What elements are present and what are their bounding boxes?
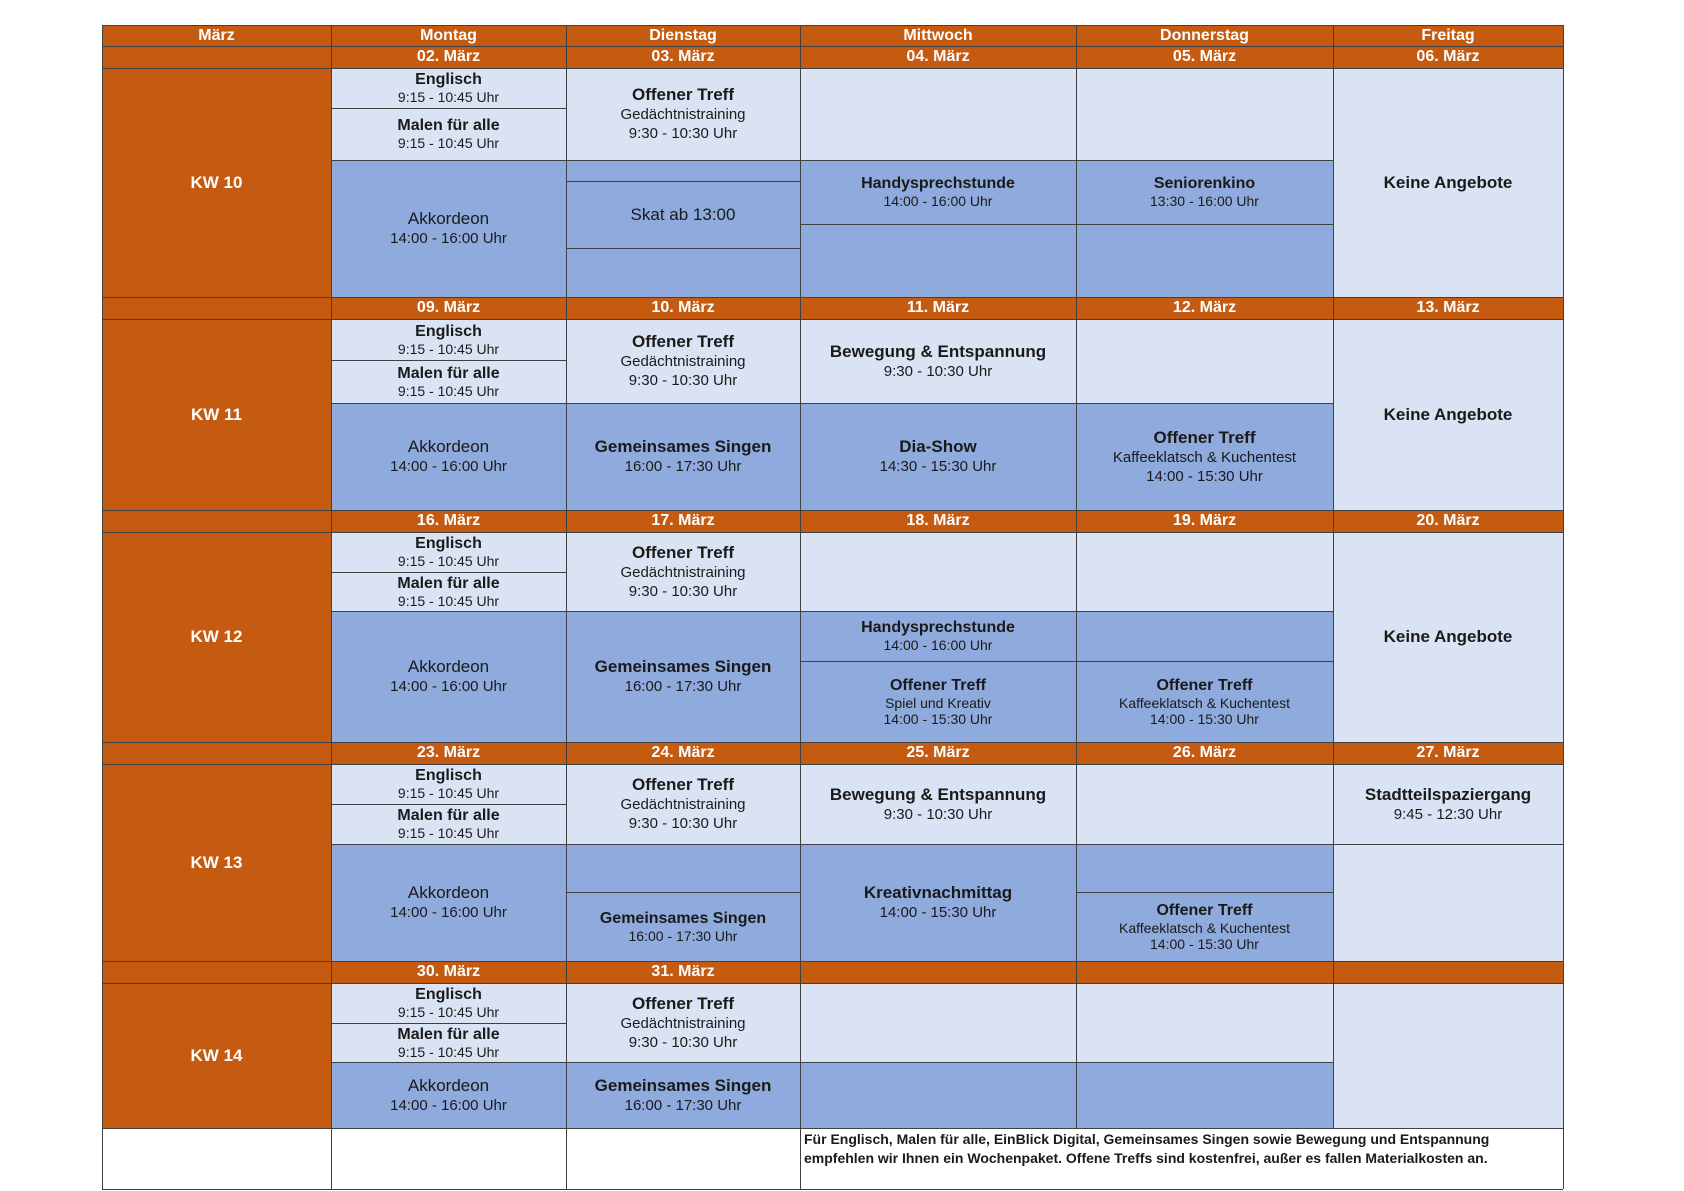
date-label: 30. März (416, 963, 481, 980)
date-label: 16. März (416, 512, 481, 529)
grid-line (102, 742, 1563, 743)
event-cell[interactable] (566, 611, 800, 742)
event-label: Skat ab 13:00 (630, 204, 736, 224)
event-time: 14:30 - 15:30 Uhr (879, 458, 997, 475)
event-cell[interactable] (1333, 844, 1563, 961)
event-time: 9:30 - 10:30 Uhr (628, 1033, 738, 1051)
date-header (566, 297, 800, 319)
day-label: Donnerstag (1160, 26, 1249, 44)
event-time: 14:00 - 16:00 Uhr (390, 1096, 507, 1114)
date-row-spacer (102, 961, 331, 983)
event-time: 14:00 - 15:30 Uhr (883, 710, 993, 727)
grid-line (102, 983, 1563, 984)
event-cell[interactable] (1333, 764, 1563, 844)
event-title: Malen für alle (397, 574, 500, 592)
event-title: Gemeinsames Singen (594, 1075, 772, 1095)
day-header-freitag (1333, 25, 1563, 46)
event-time: 14:00 - 16:00 Uhr (883, 193, 993, 209)
date-label: 03. März (651, 48, 715, 65)
event-title: Englisch (415, 767, 482, 784)
event-cell[interactable] (800, 611, 1076, 661)
event-cell[interactable] (1076, 983, 1333, 1062)
date-header (566, 46, 800, 68)
grid-line (102, 532, 1563, 533)
date-header (800, 742, 1076, 764)
footnote-text: Für Englisch, Malen für alle, EinBlick Digital, Gemeinsames Singen sowie Bewegung und Entspannung empfehlen wir Ihnen ein Wochenpaket. Offene Treffs sind kostenfrei, außer es fallen Materialkosten an. (804, 1131, 1490, 1166)
event-cell[interactable] (1076, 892, 1333, 961)
footnote-left-blank (102, 1128, 800, 1189)
event-cell[interactable] (566, 248, 800, 297)
grid-line (331, 1023, 566, 1024)
grid-line (102, 25, 1563, 26)
day-header-montag (331, 25, 566, 46)
event-title: Gemeinsames Singen (599, 909, 767, 927)
event-cell[interactable] (1076, 160, 1333, 224)
event-cell[interactable] (800, 224, 1076, 297)
event-title: Malen für alle (397, 1025, 500, 1043)
grid-line (800, 661, 1076, 662)
event-cell[interactable] (331, 1023, 566, 1062)
event-title: Englisch (415, 322, 482, 340)
event-time: 9:15 - 10:45 Uhr (397, 553, 500, 569)
event-subtitle: Kaffeeklatsch & Kuchentest (1119, 694, 1290, 711)
kw-label: KW 14 (190, 1045, 243, 1065)
event-time: 9:30 - 10:30 Uhr (883, 805, 993, 823)
event-title: Offener Treff (631, 85, 735, 104)
grid-line (102, 961, 1563, 962)
date-label: 18. März (906, 512, 970, 529)
event-time: 14:00 - 16:00 Uhr (883, 637, 993, 653)
event-title: Keine Angebote (1383, 627, 1513, 646)
grid-line (102, 510, 1563, 511)
event-cell[interactable] (331, 319, 566, 360)
date-header (800, 46, 1076, 68)
event-time: 9:15 - 10:45 Uhr (397, 1043, 500, 1060)
grid-line (331, 360, 566, 361)
grid-line (331, 844, 1333, 845)
grid-line (331, 403, 1333, 404)
date-label: 23. März (416, 744, 481, 761)
grid-line (331, 611, 1333, 612)
event-time: 9:30 - 10:30 Uhr (883, 362, 993, 380)
kw-label: KW 11 (190, 404, 243, 424)
grid-line (331, 108, 566, 109)
grid-line (102, 764, 1563, 765)
event-subtitle: Gedächtnistraining (620, 563, 746, 581)
event-title: Dia-Show (899, 437, 977, 456)
event-time: 13:30 - 16:00 Uhr (1150, 193, 1259, 209)
kw-label: KW 13 (190, 852, 243, 872)
event-title: Gemeinsames Singen (594, 437, 772, 456)
event-cell[interactable] (566, 181, 800, 248)
calendar-week-label (102, 319, 331, 510)
date-header (800, 510, 1076, 532)
date-header (1333, 961, 1563, 983)
event-title: Offener Treff (631, 332, 735, 351)
date-label: 27. März (1416, 744, 1480, 761)
event-cell[interactable] (800, 764, 1076, 844)
event-cell[interactable] (1076, 764, 1333, 844)
event-cell[interactable] (331, 68, 566, 108)
event-cell[interactable] (566, 1062, 800, 1128)
event-title: Bewegung & Entspannung (829, 341, 1047, 361)
date-label: 06. März (1416, 48, 1480, 65)
event-title: Seniorenkino (1153, 175, 1256, 192)
event-time: 14:00 - 16:00 Uhr (390, 678, 507, 695)
event-cell[interactable] (800, 160, 1076, 224)
event-title: Stadtteilspaziergang (1364, 784, 1532, 804)
event-time: 14:00 - 15:30 Uhr (879, 904, 997, 921)
event-cell[interactable] (331, 403, 566, 510)
grid-line (331, 25, 332, 1189)
event-subtitle: Kaffeeklatsch & Kuchentest (1112, 448, 1297, 466)
event-cell[interactable] (331, 611, 566, 742)
event-cell[interactable] (800, 844, 1076, 961)
event-time: 16:00 - 17:30 Uhr (624, 1096, 742, 1114)
event-time: 9:15 - 10:45 Uhr (397, 1004, 500, 1020)
event-cell[interactable] (331, 804, 566, 844)
event-title: Offener Treff (889, 676, 986, 694)
event-time: 9:15 - 10:45 Uhr (397, 89, 500, 105)
event-cell[interactable] (1333, 68, 1563, 297)
day-header-donnerstag (1076, 25, 1333, 46)
grid-line (102, 297, 1563, 298)
grid-line (102, 25, 103, 1189)
grid-line (331, 804, 566, 805)
date-label: 02. März (416, 48, 481, 65)
event-time: 14:00 - 16:00 Uhr (390, 458, 507, 475)
event-title: Bewegung & Entspannung (829, 784, 1047, 804)
event-cell[interactable] (1333, 983, 1563, 1128)
date-header (566, 961, 800, 983)
date-label: 09. März (416, 299, 481, 316)
date-label: 05. März (1172, 48, 1237, 65)
event-cell[interactable] (566, 160, 800, 181)
grid-line (102, 68, 1563, 69)
event-cell[interactable] (1076, 319, 1333, 403)
grid-line (1563, 25, 1564, 1189)
event-cell[interactable] (566, 764, 800, 844)
grid-line (102, 319, 1563, 320)
event-time: 16:00 - 17:30 Uhr (628, 927, 738, 944)
event-cell[interactable] (800, 319, 1076, 403)
event-title: Malen für alle (397, 117, 500, 134)
calendar-week-label (102, 983, 331, 1128)
date-header (566, 742, 800, 764)
event-subtitle: Gedächtnistraining (620, 106, 746, 123)
date-header (331, 510, 566, 532)
event-cell[interactable] (800, 661, 1076, 742)
event-subtitle: Gedächtnistraining (620, 796, 746, 813)
day-label: Dienstag (649, 26, 717, 44)
grid-line (331, 1062, 1333, 1063)
date-label: 24. März (651, 744, 715, 761)
date-row-spacer (102, 297, 331, 319)
event-cell[interactable] (331, 360, 566, 403)
event-title: Englisch (415, 71, 482, 88)
month-header (102, 25, 331, 46)
day-header-dienstag (566, 25, 800, 46)
event-cell[interactable] (800, 1062, 1076, 1128)
date-header (800, 961, 1076, 983)
event-label: Akkordeon (407, 1075, 490, 1095)
event-cell[interactable] (566, 532, 800, 611)
grid-line (1076, 224, 1333, 225)
date-label: 11. März (906, 299, 970, 316)
day-label: Mittwoch (903, 26, 973, 44)
date-header (1076, 297, 1333, 319)
date-header (1333, 297, 1563, 319)
date-header (331, 297, 566, 319)
kw-label: KW 10 (190, 172, 243, 192)
event-title: Gemeinsames Singen (594, 657, 772, 676)
date-label: 26. März (1172, 744, 1237, 761)
event-title: Keine Angebote (1383, 172, 1513, 192)
event-cell[interactable] (331, 764, 566, 804)
date-header (1333, 742, 1563, 764)
event-cell[interactable] (566, 983, 800, 1062)
date-header (331, 46, 566, 68)
date-label: 12. März (1172, 299, 1237, 316)
date-label: 19. März (1172, 512, 1237, 529)
grid-line (102, 1128, 1563, 1129)
event-subtitle: Spiel und Kreativ (885, 694, 991, 711)
event-time: 9:30 - 10:30 Uhr (628, 582, 738, 600)
event-time: 9:30 - 10:30 Uhr (628, 125, 738, 142)
grid-line (566, 25, 567, 1189)
event-cell[interactable] (1076, 1062, 1333, 1128)
event-cell[interactable] (566, 319, 800, 403)
grid-line (566, 892, 800, 893)
month-label: März (198, 26, 235, 44)
date-row-spacer (102, 510, 331, 532)
event-cell[interactable] (1076, 661, 1333, 742)
grid-line (102, 46, 1563, 47)
event-time: 14:00 - 16:00 Uhr (390, 230, 507, 247)
event-title: Handysprechstunde (861, 175, 1015, 192)
event-cell[interactable] (331, 983, 566, 1023)
event-title: Malen für alle (397, 364, 500, 382)
event-cell[interactable] (331, 1062, 566, 1128)
event-cell[interactable] (1333, 532, 1563, 742)
event-time: 9:15 - 10:45 Uhr (397, 135, 500, 151)
event-cell[interactable] (1076, 611, 1333, 661)
event-time: 9:30 - 10:30 Uhr (628, 372, 738, 389)
event-title: Malen für alle (397, 807, 500, 824)
grid-line (1076, 25, 1077, 1128)
event-time: 9:15 - 10:45 Uhr (397, 825, 500, 841)
event-cell[interactable] (1076, 532, 1333, 611)
event-cell[interactable] (331, 532, 566, 572)
grid-line (1076, 892, 1333, 893)
event-label: Akkordeon (407, 437, 490, 456)
event-label: Akkordeon (407, 883, 490, 902)
grid-line (1333, 844, 1563, 845)
event-cell[interactable] (331, 108, 566, 160)
event-cell[interactable] (566, 68, 800, 160)
day-label: Freitag (1421, 26, 1475, 44)
event-title: Offener Treff (1156, 901, 1253, 919)
date-label: 17. März (651, 512, 715, 529)
event-time: 9:15 - 10:45 Uhr (397, 592, 500, 609)
event-time: 9:15 - 10:45 Uhr (397, 340, 500, 357)
event-title: Offener Treff (631, 993, 735, 1013)
event-title: Offener Treff (1153, 427, 1256, 447)
event-time: 9:15 - 10:45 Uhr (397, 382, 500, 399)
grid-line (331, 160, 1333, 161)
date-header (1076, 510, 1333, 532)
event-time: 9:30 - 10:30 Uhr (628, 815, 738, 832)
day-label: Montag (420, 26, 477, 44)
kw-label: KW 12 (190, 627, 243, 646)
event-time: 16:00 - 17:30 Uhr (624, 458, 742, 475)
date-label: 10. März (651, 299, 715, 316)
calendar-week-label (102, 532, 331, 742)
event-subtitle: Gedächtnistraining (620, 1014, 746, 1032)
date-header (1333, 46, 1563, 68)
event-title: Handysprechstunde (861, 619, 1015, 636)
grid-line (1333, 25, 1334, 1128)
event-cell[interactable] (1076, 224, 1333, 297)
event-cell[interactable] (331, 572, 566, 611)
day-header-mittwoch (800, 25, 1076, 46)
event-title: Englisch (415, 986, 482, 1003)
date-header (331, 742, 566, 764)
event-cell[interactable] (566, 892, 800, 961)
date-label: 20. März (1416, 512, 1480, 529)
grid-line (331, 572, 566, 573)
event-cell[interactable] (1076, 68, 1333, 160)
date-header (1076, 961, 1333, 983)
event-time: 16:00 - 17:30 Uhr (624, 678, 742, 695)
date-row-spacer (102, 46, 331, 68)
event-cell[interactable] (800, 983, 1076, 1062)
event-cell[interactable] (566, 844, 800, 892)
event-cell[interactable] (1333, 319, 1563, 510)
date-label: 04. März (906, 48, 970, 65)
event-time: 9:15 - 10:45 Uhr (397, 785, 500, 801)
date-header (800, 297, 1076, 319)
event-title: Englisch (415, 535, 482, 552)
event-cell[interactable] (331, 844, 566, 961)
event-cell[interactable] (800, 403, 1076, 510)
grid-line (566, 181, 800, 182)
grid-line (1076, 661, 1333, 662)
event-cell[interactable] (331, 160, 566, 297)
date-header (1333, 510, 1563, 532)
event-label: Akkordeon (407, 657, 490, 676)
date-label: 25. März (906, 744, 970, 761)
calendar-week-label (102, 68, 331, 297)
event-subtitle: Kaffeeklatsch & Kuchentest (1119, 919, 1290, 936)
date-header (566, 510, 800, 532)
event-cell[interactable] (566, 403, 800, 510)
date-label: 13. März (1416, 299, 1480, 316)
grid-line (800, 224, 1076, 225)
event-title: Offener Treff (631, 542, 735, 562)
event-time: 9:45 - 12:30 Uhr (1393, 805, 1503, 823)
event-time: 14:00 - 15:30 Uhr (1146, 467, 1263, 485)
date-header (1076, 742, 1333, 764)
date-header (1076, 46, 1333, 68)
event-title: Offener Treff (631, 775, 735, 794)
event-cell[interactable] (800, 68, 1076, 160)
event-label: Akkordeon (407, 209, 490, 228)
event-cell[interactable] (1076, 844, 1333, 892)
grid-line (800, 25, 801, 1189)
event-title: Keine Angebote (1383, 404, 1513, 424)
event-time: 14:00 - 16:00 Uhr (390, 904, 507, 921)
event-time: 14:00 - 15:30 Uhr (1150, 710, 1259, 727)
event-title: Offener Treff (1156, 676, 1253, 694)
calendar-week-label (102, 764, 331, 961)
date-label: 31. März (651, 963, 715, 980)
event-title: Kreativnachmittag (863, 883, 1013, 902)
grid-line (102, 1189, 1563, 1190)
date-header (331, 961, 566, 983)
date-row-spacer (102, 742, 331, 764)
event-time: 14:00 - 15:30 Uhr (1150, 935, 1259, 952)
grid-line (566, 248, 800, 249)
event-cell[interactable] (800, 532, 1076, 611)
event-subtitle: Gedächtnistraining (620, 353, 746, 370)
event-cell[interactable] (1076, 403, 1333, 510)
